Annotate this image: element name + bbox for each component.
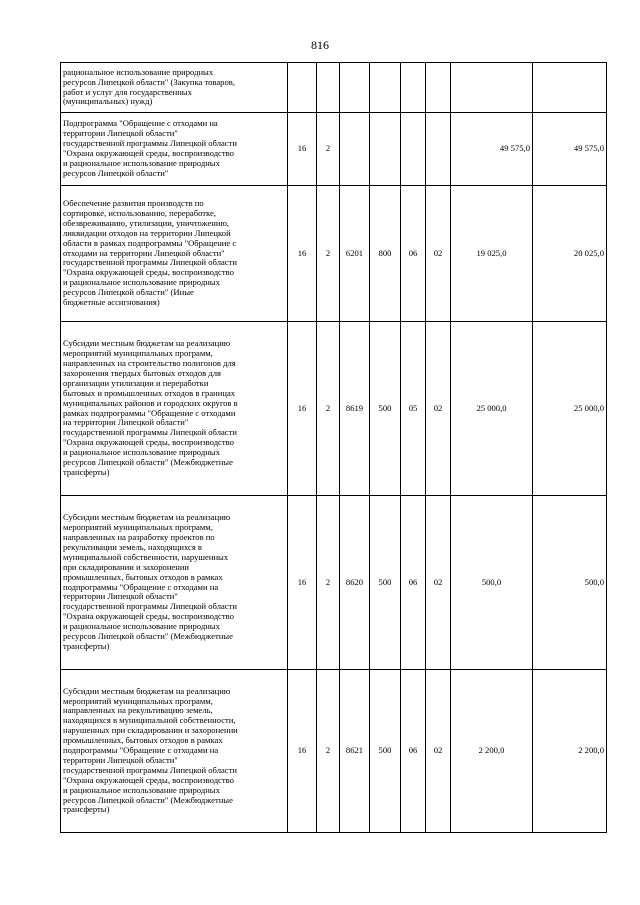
subsection-code: 06 [401,186,426,322]
page-number: 816 [311,38,329,52]
section-code: 2 [317,670,340,833]
article-code [340,63,370,113]
article-code: 8620 [340,496,370,670]
subsection2-code: 02 [426,322,451,496]
article-code: 6201 [340,186,370,322]
subsection2-code [426,113,451,186]
section-code: 2 [317,186,340,322]
expense-type-code: 500 [370,322,401,496]
subsection-code: 06 [401,670,426,833]
table-row [61,322,607,496]
table-row [61,186,607,322]
subsection-code [401,113,426,186]
subsection2-code: 02 [426,186,451,322]
expense-type-code: 500 [370,496,401,670]
table-row [61,670,607,833]
table-row [61,63,607,113]
expense-type-code [370,63,401,113]
section-code [317,63,340,113]
ministry-code: 16 [288,186,317,322]
ministry-code: 16 [288,113,317,186]
amount-second: 25 000,0 [533,322,607,496]
amount-second: 49 575,0 [533,113,607,186]
expense-type-code: 500 [370,670,401,833]
article-code [340,113,370,186]
section-code: 2 [317,113,340,186]
table-row [61,113,607,186]
section-code: 2 [317,496,340,670]
subsection-code: 05 [401,322,426,496]
amount-second [533,63,607,113]
amount-first: 19 025,0 [451,186,533,322]
ministry-code: 16 [288,670,317,833]
budget-table [60,62,607,833]
ministry-code: 16 [288,322,317,496]
expense-type-code: 800 [370,186,401,322]
amount-first [451,63,533,113]
subsection-code: 06 [401,496,426,670]
row-description: рациональное использование природных ресурсов Липецкой области" (Закупка товаров, работ и услуг для государственных (муниципальных) нужд) [61,63,288,113]
amount-second: 500,0 [533,496,607,670]
expense-type-code [370,113,401,186]
amount-first: 49 575,0 [451,113,533,186]
amount-first: 25 000,0 [451,322,533,496]
ministry-code: 16 [288,496,317,670]
ministry-code [288,63,317,113]
article-code: 8621 [340,670,370,833]
section-code: 2 [317,322,340,496]
row-description: Субсидии местным бюджетам на реализацию мероприятий муниципальных программ, направленных на разработку проектов по рекультивации земель, находящихся в муниципальной собственности, нарушенных при складировании и захоронении промышленных, бытовых отходов в рамках подпрограммы "Обращение с отходами на территории Липецкой области" государственной программы Липецкой области "Охрана окружающей среды, воспроизводство и рациональное использование природных ресурсов Липецкой области" (Межбюджетные трансферты) [61,496,288,670]
row-description: Субсидии местным бюджетам на реализацию мероприятий муниципальных программ, направленных на строительство полигонов для захоронения твердых бытовых отходов для организации утилизации и переработки бытовых и промышленных отходов в границах муниципальных районов и городских округов в рамках подпрограммы "Обращение с отходами на территории Липецкой области" государственной программы Липецкой области "Охрана окружающей среды, воспроизводство и рациональное использование природных ресурсов Липецкой области" (Межбюджетные трансферты) [61,322,288,496]
amount-second: 20 025,0 [533,186,607,322]
subsection-code [401,63,426,113]
subsection2-code: 02 [426,496,451,670]
article-code: 8619 [340,322,370,496]
row-description: Обеспечение развития производств по сортировке, использованию, переработке, обезвреживанию, утилизации, уничтожению, ликвидации отходов на территории Липецкой области в рамках подпрограммы "Обращение с отходами на территории Липецкой области" государственной программы Липецкой области "Охрана окружающей среды, воспроизводство и рациональное использование природных ресурсов Липецкой области" (Иные бюджетные ассигнования) [61,186,288,322]
amount-first: 500,0 [451,496,533,670]
subsection2-code [426,63,451,113]
table-row [61,496,607,670]
row-description: Субсидии местным бюджетам на реализацию мероприятий муниципальных программ, направленных на рекультивацию земель, находящихся в муниципальной собственности, нарушенных при складировании и захоронении промышленных, бытовых отходов в рамках подпрограммы "Обращение с отходами на территории Липецкой области" государственной программы Липецкой области "Охрана окружающей среды, воспроизводство и рациональное использование природных ресурсов Липецкой области" (Межбюджетные трансферты) [61,670,288,833]
subsection2-code: 02 [426,670,451,833]
amount-second: 2 200,0 [533,670,607,833]
row-description: Подпрограмма "Обращение с отходами на территории Липецкой области" государственной программы Липецкой области "Охрана окружающей среды, воспроизводство и рациональное использование природных ресурсов Липецкой области" [61,113,288,186]
amount-first: 2 200,0 [451,670,533,833]
